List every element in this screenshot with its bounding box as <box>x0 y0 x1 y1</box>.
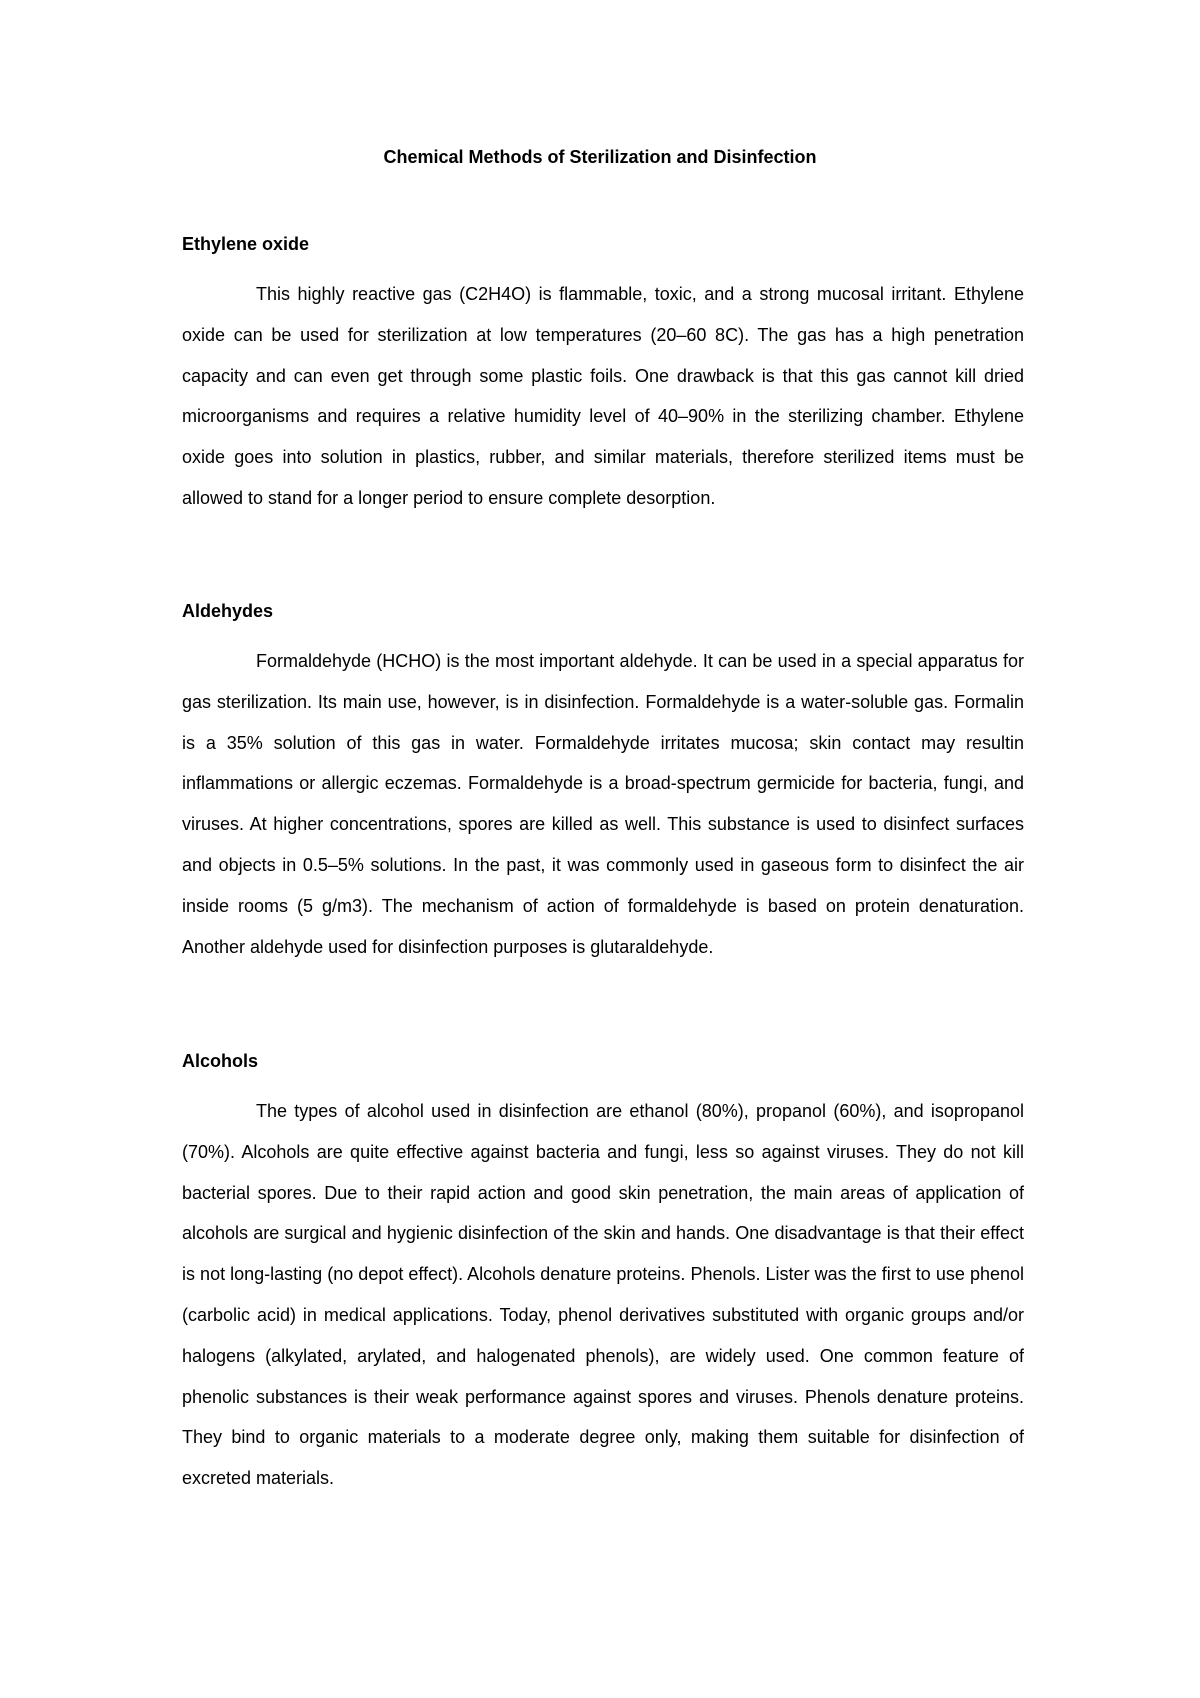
section-body-alcohols: The types of alcohol used in disinfection are ethanol (80%), propanol (60%), and isopropanol (70%). Alcohols are quite effective against bacteria and fungi, less so against viruses. They do not kill bacterial spores. Due to their rapid action and good skin penetration, the main areas of application of alcohols are surgical and hygienic disinfection of the skin and hands. One disadvantage is that their effect is not long-lasting (no depot effect). Alcohols denature proteins. Phenols. Lister was the first to use phenol (carbolic acid) in medical applications. Today, phenol derivatives substituted with organic groups and/or halogens (alkylated, arylated, and halogenated phenols), are widely used. One common feature of phenolic substances is their weak performance against spores and viruses. Phenols denature proteins. They bind to organic materials to a moderate degree only, making them suitable for disinfection of excreted materials. <box>182 1101 1024 1489</box>
document-title: Chemical Methods of Sterilization and Disinfection <box>383 147 817 167</box>
section-body-aldehydes: Formaldehyde (HCHO) is the most important aldehyde. It can be used in a special apparatus for gas sterilization. Its main use, however, is in disinfection. Formaldehyde is a water-soluble gas. Formalin is a 35% solution of this gas in water. Formaldehyde irritates mucosa; skin contact may resultin inflammations or allergic eczemas. Formaldehyde is a broad-spectrum germicide for bacteria, fungi, and viruses. At higher concentrations, spores are killed as well. This substance is used to disinfect surfaces and objects in 0.5–5% solutions. In the past, it was commonly used in gaseous form to disinfect the air inside rooms (5 g/m3). The mechanism of action of formaldehyde is based on protein denaturation. Another aldehyde used for disinfection purposes is glutaraldehyde. <box>182 651 1024 957</box>
section-alcohols <box>182 1050 1024 1499</box>
section-heading-alcohols: Alcohols <box>182 1051 259 1071</box>
section-heading-aldehydes: Aldehydes <box>182 601 274 621</box>
section-ethylene-oxide <box>182 233 1024 519</box>
section-aldehydes <box>182 600 1024 967</box>
section-heading-ethylene-oxide: Ethylene oxide <box>182 234 310 254</box>
section-body-ethylene-oxide: This highly reactive gas (C2H4O) is flammable, toxic, and a strong mucosal irritant. Ethylene oxide can be used for sterilization at low temperatures (20–60 8C). The gas has a high penetration capacity and can even get through some plastic foils. One drawback is that this gas cannot kill dried microorganisms and requires a relative humidity level of 40–90% in the sterilizing chamber. Ethylene oxide goes into solution in plastics, rubber, and similar materials, therefore sterilized items must be allowed to stand for a longer period to ensure complete desorption. <box>182 284 1024 508</box>
